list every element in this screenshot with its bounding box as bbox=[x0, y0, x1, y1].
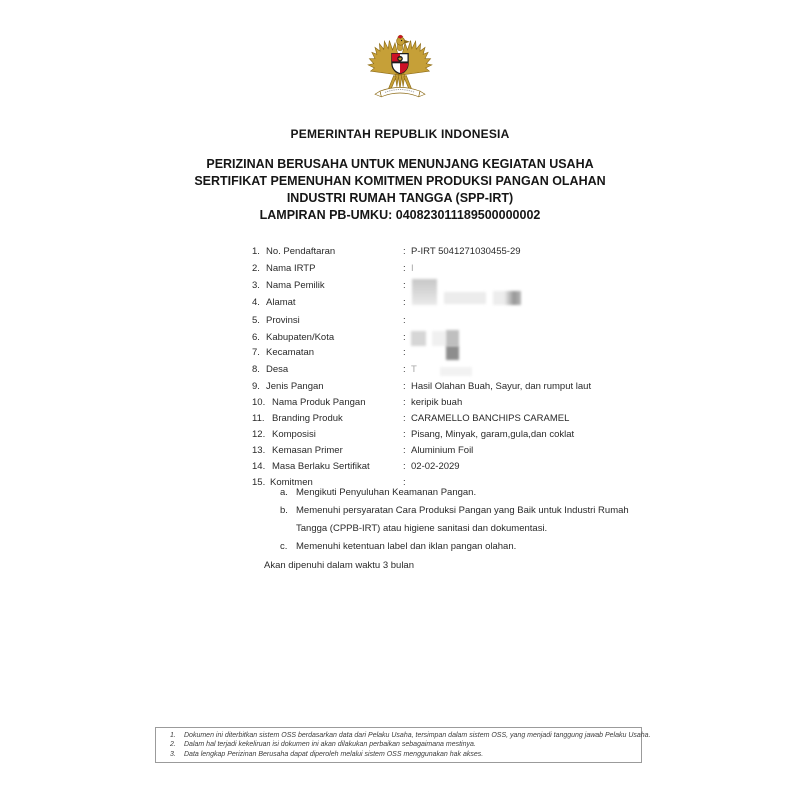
redacted-block bbox=[412, 279, 437, 305]
commitment-letter: a. bbox=[280, 487, 288, 498]
field-number: 12. bbox=[252, 429, 266, 440]
field-number: 7. bbox=[252, 347, 260, 358]
field-number: 2. bbox=[252, 263, 260, 274]
field-row-masa-berlaku bbox=[252, 461, 672, 477]
field-colon bbox=[403, 246, 406, 257]
field-value: Pisang, Minyak, garam,gula,dan coklat bbox=[411, 429, 575, 440]
field-number: 9. bbox=[252, 381, 260, 392]
redacted-block bbox=[411, 331, 426, 346]
field-value: keripik buah bbox=[411, 397, 463, 408]
field-number: 14. bbox=[252, 461, 266, 472]
field-value: I bbox=[411, 263, 414, 274]
redacted-block bbox=[432, 331, 446, 346]
footer-note-number: 2. bbox=[170, 741, 176, 749]
field-label: Desa bbox=[266, 364, 289, 375]
field-row-kabupaten-kota bbox=[252, 332, 672, 348]
field-number: 10. bbox=[252, 397, 266, 408]
field-row-kemasan-primer bbox=[252, 445, 672, 461]
field-value: CARAMELLO BANCHIPS CARAMEL bbox=[411, 413, 570, 424]
field-number: 5. bbox=[252, 315, 260, 326]
field-number: 6. bbox=[252, 332, 260, 343]
field-row-nama-irtp bbox=[252, 263, 672, 279]
commitment-text: Memenuhi persyaratan Cara Produksi Pangan yang Baik untuk Industri Rumah Tangga (CPPB-IRT) atau higiene sanitasi dan dokumentasi. bbox=[296, 505, 629, 534]
government-title: PEMERINTAH REPUBLIK INDONESIA bbox=[290, 127, 510, 141]
field-colon bbox=[403, 315, 406, 326]
footer-note-text: Dokumen ini diterbitkan sistem OSS berdasarkan data dari Pelaku Usaha, tersimpan dalam sistem OSS, yang menjadi tanggung jawab Pelaku Usaha. bbox=[184, 732, 651, 739]
commitment-letter: c. bbox=[280, 541, 288, 552]
field-row-kecamatan bbox=[252, 347, 672, 363]
title-line-1: PERIZINAN BERUSAHA UNTUK MENUNJANG KEGIATAN USAHA bbox=[206, 157, 594, 171]
footer-note-number: 3. bbox=[170, 750, 176, 758]
footer-note-1 bbox=[170, 731, 651, 740]
field-label: Nama Produk Pangan bbox=[272, 397, 366, 408]
field-label: Provinsi bbox=[266, 315, 300, 326]
field-row-branding-produk bbox=[252, 413, 672, 429]
footer-note-2 bbox=[170, 740, 635, 749]
field-label: Nama Pemilik bbox=[266, 280, 325, 291]
field-colon bbox=[403, 461, 406, 472]
field-row-provinsi bbox=[252, 315, 672, 331]
field-label: No. Pendaftaran bbox=[266, 246, 336, 257]
document-title bbox=[0, 156, 800, 224]
field-row-komposisi bbox=[252, 429, 672, 445]
commitment-letter: b. bbox=[280, 505, 288, 516]
field-row-no-pendaftaran bbox=[252, 246, 672, 262]
commitment-item-b bbox=[280, 502, 680, 538]
field-label: Komposisi bbox=[272, 429, 316, 440]
field-label: Komitmen bbox=[270, 477, 313, 488]
field-colon bbox=[403, 280, 406, 291]
field-colon bbox=[403, 397, 406, 408]
field-label: Kemasan Primer bbox=[272, 445, 343, 456]
footer-notes-box bbox=[155, 727, 651, 763]
field-number: 15. bbox=[252, 477, 266, 488]
commitment-item-a bbox=[280, 484, 680, 502]
garuda-pancasila-emblem bbox=[362, 33, 438, 103]
field-number: 1. bbox=[252, 246, 260, 257]
field-number: 13. bbox=[252, 445, 266, 456]
field-label: Branding Produk bbox=[272, 413, 343, 424]
field-row-jenis-pangan bbox=[252, 381, 672, 397]
commitment-text: Memenuhi ketentuan label dan iklan pangan olahan. bbox=[296, 541, 517, 552]
commitment-text: Mengikuti Penyuluhan Keamanan Pangan. bbox=[296, 487, 477, 498]
field-colon bbox=[403, 347, 406, 358]
footer-note-3 bbox=[170, 750, 635, 759]
commitment-item-c bbox=[280, 538, 680, 556]
field-value: P-IRT 5041271030455-29 bbox=[411, 246, 521, 257]
field-colon bbox=[403, 297, 406, 308]
field-colon bbox=[403, 364, 406, 375]
field-value: T bbox=[411, 364, 417, 375]
field-label: Alamat bbox=[266, 297, 296, 308]
field-number: 8. bbox=[252, 364, 260, 375]
redacted-block bbox=[446, 330, 459, 346]
field-row-nama-produk-pangan bbox=[252, 397, 672, 413]
redacted-block bbox=[446, 346, 459, 360]
redacted-block bbox=[440, 367, 472, 376]
field-colon bbox=[403, 332, 406, 343]
redacted-block bbox=[493, 291, 521, 305]
field-colon bbox=[403, 413, 406, 424]
field-label: Jenis Pangan bbox=[266, 381, 324, 392]
field-number: 11. bbox=[252, 413, 265, 424]
fulfillment-note: Akan dipenuhi dalam waktu 3 bulan bbox=[264, 560, 414, 571]
footer-note-text: Dalam hal terjadi kekeliruan isi dokumen ini akan dilakukan perbaikan sebagaimana mestinya. bbox=[184, 741, 476, 749]
field-value: 02-02-2029 bbox=[411, 461, 460, 472]
title-line-3: INDUSTRI RUMAH TANGGA (SPP-IRT) bbox=[286, 191, 514, 205]
garuda-icon bbox=[362, 33, 438, 103]
field-colon bbox=[403, 263, 406, 274]
field-label: Masa Berlaku Sertifikat bbox=[272, 461, 370, 472]
field-value: Aluminium Foil bbox=[411, 445, 474, 456]
field-colon bbox=[403, 445, 406, 456]
field-label: Kabupaten/Kota bbox=[266, 332, 335, 343]
redacted-block bbox=[444, 292, 486, 304]
footer-note-text: Data lengkap Perizinan Berusaha dapat diperoleh melalui sistem OSS menggunakan hak akses. bbox=[184, 750, 484, 758]
field-value: Hasil Olahan Buah, Sayur, dan rumput laut bbox=[411, 381, 592, 392]
title-line-4: LAMPIRAN PB-UMKU: 040823011189500000002 bbox=[259, 208, 541, 222]
field-label: Nama IRTP bbox=[266, 263, 316, 274]
field-colon bbox=[403, 429, 406, 440]
title-line-2: SERTIFIKAT PEMENUHAN KOMITMEN PRODUKSI PANGAN OLAHAN bbox=[194, 174, 606, 188]
field-label: Kecamatan bbox=[266, 347, 315, 358]
field-number: 3. bbox=[252, 280, 260, 291]
commitment-list bbox=[280, 484, 680, 556]
field-colon bbox=[403, 381, 406, 392]
field-number: 4. bbox=[252, 297, 260, 308]
footer-note-number: 1. bbox=[170, 732, 176, 739]
